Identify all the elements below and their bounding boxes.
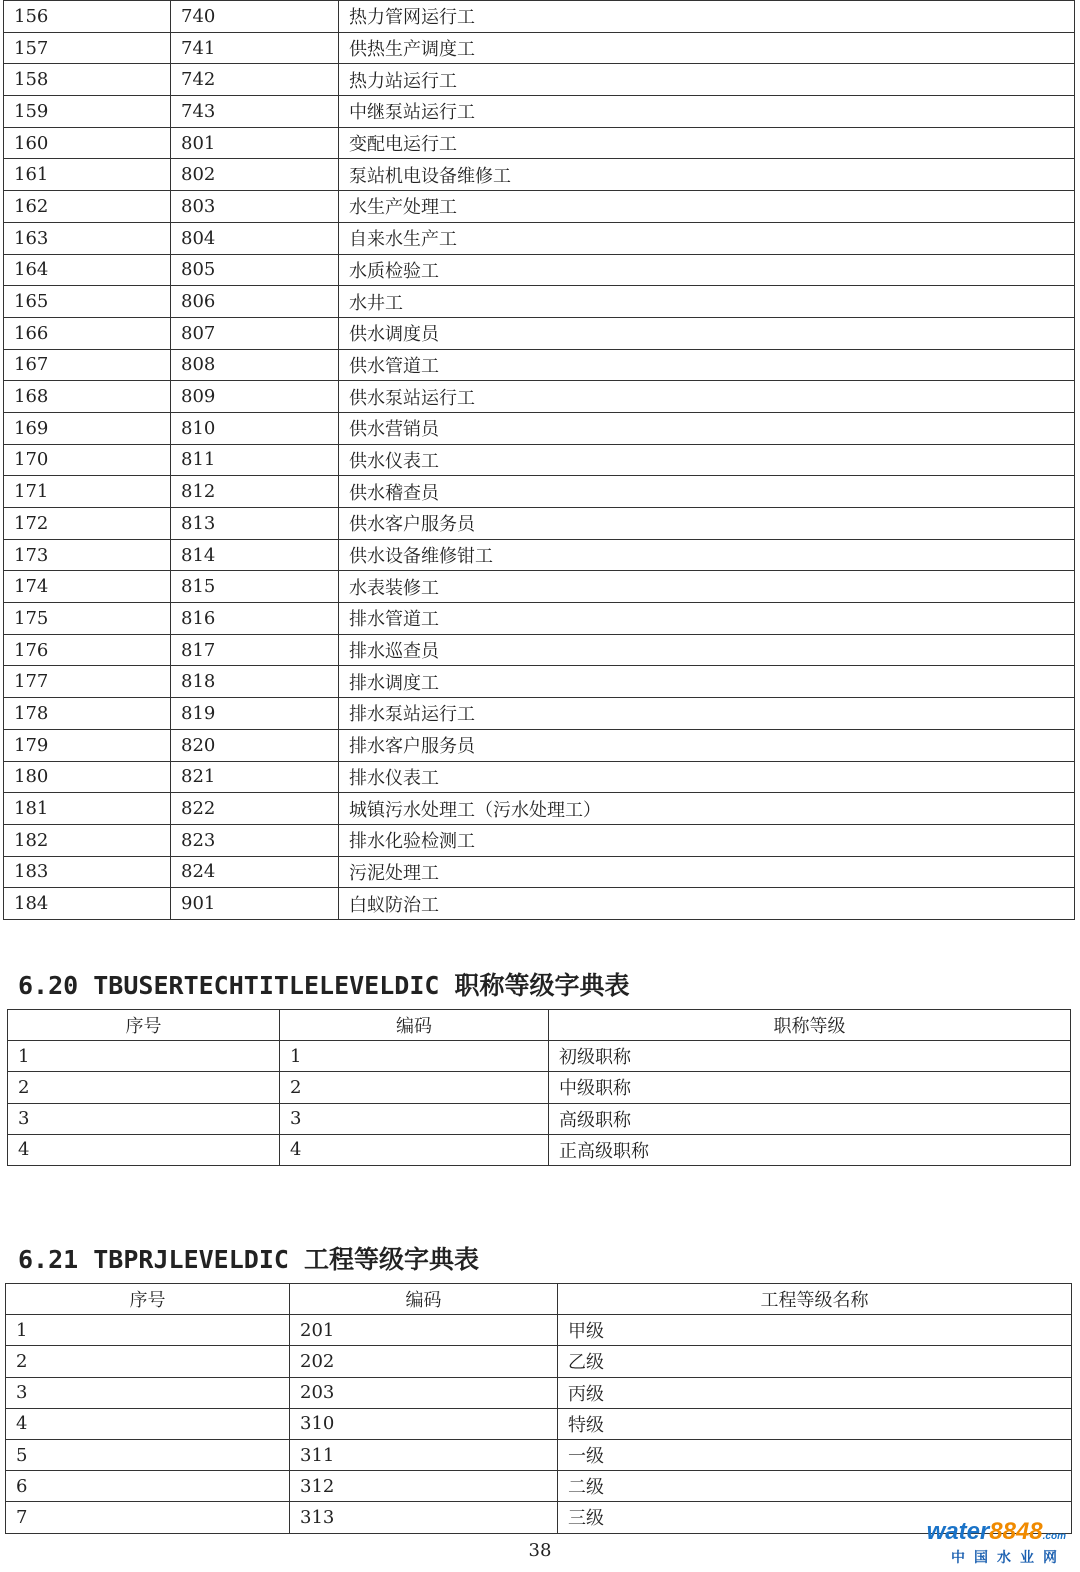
cell-name: 三级: [558, 1502, 1072, 1533]
watermark-suffix: .com: [1042, 1531, 1066, 1542]
cell-name: 污泥处理工: [339, 856, 1075, 888]
table-row: [4, 254, 1075, 286]
cell-seq: 2: [8, 1072, 280, 1103]
cell-name: 热力管网运行工: [339, 1, 1075, 33]
cell-seq: 1: [6, 1315, 290, 1346]
cell-code: 741: [171, 32, 339, 64]
page-number: 38: [528, 1540, 552, 1561]
table-row: [6, 1502, 1072, 1533]
cell-name: 中继泵站运行工: [339, 96, 1075, 128]
table-row: [4, 634, 1075, 666]
table-row: [4, 729, 1075, 761]
cell-name: 排水仪表工: [339, 761, 1075, 793]
cell-name: 供水营销员: [339, 412, 1075, 444]
cell-code: 742: [171, 64, 339, 96]
table-row: [4, 508, 1075, 540]
cell-code: 901: [171, 888, 339, 920]
watermark-logo-text: [927, 1520, 1066, 1549]
table-row: [8, 1072, 1071, 1103]
column-header-level-name: 工程等级名称: [558, 1284, 1072, 1315]
cell-name: 水井工: [339, 286, 1075, 318]
cell-code: 801: [171, 127, 339, 159]
cell-code: 4: [280, 1134, 549, 1165]
table-row: [4, 349, 1075, 381]
section-heading-6-21: 6.21 TBPRJLEVELDIC 工程等级字典表: [18, 1245, 479, 1274]
cell-name: 自来水生产工: [339, 222, 1075, 254]
cell-code: 804: [171, 222, 339, 254]
cell-name: 水表装修工: [339, 571, 1075, 603]
table-row: [4, 793, 1075, 825]
cell-name: 水质检验工: [339, 254, 1075, 286]
cell-code: 822: [171, 793, 339, 825]
table-header-row: [6, 1284, 1072, 1315]
cell-code: 812: [171, 476, 339, 508]
cell-seq: 4: [6, 1408, 290, 1439]
cell-code: 203: [290, 1377, 558, 1408]
cell-seq: 156: [4, 1, 171, 33]
cell-code: 824: [171, 856, 339, 888]
cell-seq: 183: [4, 856, 171, 888]
cell-code: 202: [290, 1346, 558, 1377]
table-row: [4, 127, 1075, 159]
cell-name: 供水设备维修钳工: [339, 539, 1075, 571]
watermark-logo: [927, 1520, 1066, 1567]
project-level-table: [5, 1283, 1072, 1534]
cell-seq: 164: [4, 254, 171, 286]
cell-seq: 162: [4, 191, 171, 223]
cell-code: 821: [171, 761, 339, 793]
table-row: [4, 412, 1075, 444]
cell-name: 供水仪表工: [339, 444, 1075, 476]
table-row: [4, 286, 1075, 318]
cell-name: 供水管道工: [339, 349, 1075, 381]
cell-code: 816: [171, 603, 339, 635]
cell-code: 2: [280, 1072, 549, 1103]
cell-seq: 171: [4, 476, 171, 508]
table-row: [4, 856, 1075, 888]
cell-code: 806: [171, 286, 339, 318]
table-row: [4, 159, 1075, 191]
cell-code: 823: [171, 824, 339, 856]
cell-code: 803: [171, 191, 339, 223]
table-row: [6, 1315, 1072, 1346]
cell-seq: 165: [4, 286, 171, 318]
cell-seq: 2: [6, 1346, 290, 1377]
cell-code: 819: [171, 698, 339, 730]
cell-name: 泵站机电设备维修工: [339, 159, 1075, 191]
cell-seq: 3: [6, 1377, 290, 1408]
cell-seq: 175: [4, 603, 171, 635]
cell-code: 813: [171, 508, 339, 540]
table-row: [6, 1471, 1072, 1502]
cell-seq: 168: [4, 381, 171, 413]
cell-seq: 180: [4, 761, 171, 793]
column-header-code: 编码: [280, 1010, 549, 1041]
cell-code: 814: [171, 539, 339, 571]
table-row: [4, 698, 1075, 730]
cell-seq: 170: [4, 444, 171, 476]
table-row: [4, 476, 1075, 508]
cell-code: 820: [171, 729, 339, 761]
cell-name: 正高级职称: [549, 1134, 1071, 1165]
table-row: [4, 603, 1075, 635]
cell-seq: 172: [4, 508, 171, 540]
cell-name: 供热生产调度工: [339, 32, 1075, 64]
cell-code: 740: [171, 1, 339, 33]
cell-seq: 177: [4, 666, 171, 698]
cell-name: 中级职称: [549, 1072, 1071, 1103]
cell-seq: 182: [4, 824, 171, 856]
cell-code: 811: [171, 444, 339, 476]
table-row: [6, 1408, 1072, 1439]
column-header-code: 编码: [290, 1284, 558, 1315]
table-row: [4, 761, 1075, 793]
cell-seq: 3: [8, 1103, 280, 1134]
cell-seq: 5: [6, 1439, 290, 1470]
table-row: [6, 1439, 1072, 1470]
cell-code: 810: [171, 412, 339, 444]
table-row: [4, 191, 1075, 223]
cell-name: 排水化验检测工: [339, 824, 1075, 856]
table-row: [8, 1103, 1071, 1134]
cell-name: 二级: [558, 1471, 1072, 1502]
cell-code: 817: [171, 634, 339, 666]
table-row: [4, 64, 1075, 96]
table-row: [4, 444, 1075, 476]
table-row: [4, 539, 1075, 571]
cell-code: 807: [171, 317, 339, 349]
cell-seq: 163: [4, 222, 171, 254]
cell-seq: 161: [4, 159, 171, 191]
cell-name: 一级: [558, 1439, 1072, 1470]
cell-seq: 169: [4, 412, 171, 444]
cell-seq: 179: [4, 729, 171, 761]
table-row: [4, 96, 1075, 128]
cell-code: 312: [290, 1471, 558, 1502]
watermark-number: 8848: [989, 1518, 1043, 1545]
cell-name: 甲级: [558, 1315, 1072, 1346]
cell-seq: 167: [4, 349, 171, 381]
table-row: [4, 222, 1075, 254]
cell-code: 310: [290, 1408, 558, 1439]
cell-code: 1: [280, 1041, 549, 1072]
cell-name: 热力站运行工: [339, 64, 1075, 96]
table-row: [4, 571, 1075, 603]
occupation-code-table: [3, 0, 1075, 920]
cell-seq: 158: [4, 64, 171, 96]
watermark-word: water: [926, 1518, 990, 1545]
table-header-row: [8, 1010, 1071, 1041]
cell-seq: 181: [4, 793, 171, 825]
table-row: [4, 888, 1075, 920]
cell-code: 313: [290, 1502, 558, 1533]
cell-seq: 184: [4, 888, 171, 920]
cell-name: 水生产处理工: [339, 191, 1075, 223]
column-header-seq: 序号: [8, 1010, 280, 1041]
cell-name: 高级职称: [549, 1103, 1071, 1134]
cell-seq: 178: [4, 698, 171, 730]
cell-seq: 176: [4, 634, 171, 666]
cell-seq: 173: [4, 539, 171, 571]
cell-code: 3: [280, 1103, 549, 1134]
cell-seq: 166: [4, 317, 171, 349]
cell-name: 城镇污水处理工（污水处理工）: [339, 793, 1075, 825]
cell-name: 供水稽查员: [339, 476, 1075, 508]
cell-name: 供水调度员: [339, 317, 1075, 349]
table-row: [8, 1041, 1071, 1072]
cell-name: 变配电运行工: [339, 127, 1075, 159]
table-row: [4, 824, 1075, 856]
cell-name: 排水管道工: [339, 603, 1075, 635]
cell-name: 排水巡查员: [339, 634, 1075, 666]
table-row: [6, 1377, 1072, 1408]
cell-code: 201: [290, 1315, 558, 1346]
cell-name: 排水泵站运行工: [339, 698, 1075, 730]
cell-code: 815: [171, 571, 339, 603]
cell-code: 311: [290, 1439, 558, 1470]
cell-name: 特级: [558, 1408, 1072, 1439]
column-header-seq: 序号: [6, 1284, 290, 1315]
table-row: [4, 317, 1075, 349]
cell-code: 808: [171, 349, 339, 381]
table-row: [8, 1134, 1071, 1165]
table-row: [4, 32, 1075, 64]
cell-seq: 6: [6, 1471, 290, 1502]
table-row: [6, 1346, 1072, 1377]
watermark-chinese: 中国水业网: [951, 1550, 1066, 1566]
cell-name: 丙级: [558, 1377, 1072, 1408]
tech-title-level-table: [7, 1009, 1071, 1166]
cell-seq: 160: [4, 127, 171, 159]
cell-code: 818: [171, 666, 339, 698]
cell-seq: 7: [6, 1502, 290, 1533]
cell-seq: 159: [4, 96, 171, 128]
cell-seq: 1: [8, 1041, 280, 1072]
cell-name: 排水客户服务员: [339, 729, 1075, 761]
table-row: [4, 1, 1075, 33]
column-header-level: 职称等级: [549, 1010, 1071, 1041]
section-heading-6-20: 6.20 TBUSERTECHTITLELEVELDIC 职称等级字典表: [18, 971, 630, 1000]
cell-name: 供水泵站运行工: [339, 381, 1075, 413]
cell-code: 802: [171, 159, 339, 191]
cell-name: 乙级: [558, 1346, 1072, 1377]
cell-name: 初级职称: [549, 1041, 1071, 1072]
cell-code: 809: [171, 381, 339, 413]
cell-seq: 4: [8, 1134, 280, 1165]
cell-name: 白蚁防治工: [339, 888, 1075, 920]
table-row: [4, 381, 1075, 413]
cell-name: 排水调度工: [339, 666, 1075, 698]
cell-code: 743: [171, 96, 339, 128]
cell-code: 805: [171, 254, 339, 286]
cell-name: 供水客户服务员: [339, 508, 1075, 540]
table-row: [4, 666, 1075, 698]
cell-seq: 174: [4, 571, 171, 603]
cell-seq: 157: [4, 32, 171, 64]
